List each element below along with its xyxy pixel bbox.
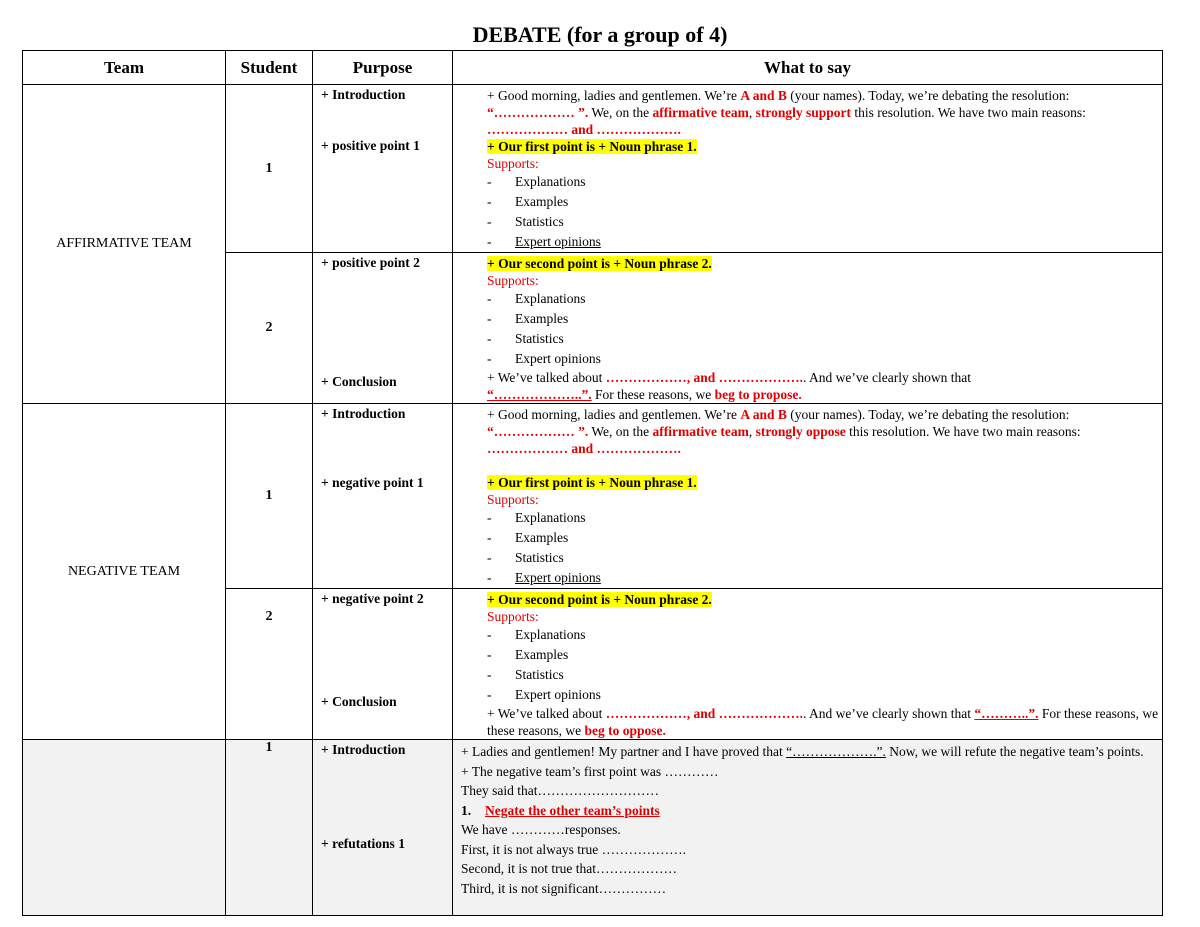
purpose-conclusion: + Conclusion bbox=[321, 694, 397, 709]
supports-list bbox=[487, 172, 1156, 252]
conclusion-line: these reasons, we beg to oppose. bbox=[487, 723, 666, 738]
purpose-cell bbox=[313, 589, 453, 740]
what-to-say-cell bbox=[453, 253, 1163, 404]
supports-list bbox=[487, 625, 1156, 705]
purpose-negative-point-1: + negative point 1 bbox=[321, 475, 424, 490]
team-cell-affirmative: AFFIRMATIVE TEAM bbox=[23, 85, 226, 404]
what-to-say-cell bbox=[453, 85, 1163, 253]
header-purpose: Purpose bbox=[313, 51, 453, 85]
student-cell: 2 bbox=[226, 589, 313, 740]
table-row bbox=[23, 85, 1163, 253]
purpose-introduction: + Introduction bbox=[321, 406, 406, 421]
purpose-positive-point-1: + positive point 1 bbox=[321, 138, 420, 153]
purpose-negative-point-2: + negative point 2 bbox=[321, 591, 424, 606]
header-row bbox=[23, 51, 1163, 85]
team-cell-empty bbox=[23, 740, 226, 916]
intro-paragraph: + Good morning, ladies and gentlemen. We’re A and B (your names). Today, we’re debating the resolution: “……………… ”. We, on the affirmative team, strongly support this resolution. We have two main reasons: ……………… and ………………. bbox=[487, 88, 1086, 137]
header-what-to-say: What to say bbox=[453, 51, 1163, 85]
list-item: - Examples bbox=[487, 647, 569, 662]
purpose-positive-point-2: + positive point 2 bbox=[321, 255, 420, 270]
point-heading: + Our first point is + Noun phrase 1. bbox=[487, 139, 697, 154]
list-item: - Statistics bbox=[487, 550, 564, 565]
list-item: - Statistics bbox=[487, 331, 564, 346]
supports-label: Supports: bbox=[487, 609, 539, 624]
purpose-introduction: + Introduction bbox=[321, 87, 406, 102]
purpose-cell bbox=[313, 253, 453, 404]
list-item: - Expert opinions bbox=[487, 234, 601, 249]
conclusion-line: + We’ve talked about ………………, and ……………….. And we’ve clearly shown that “………..”. For these reasons, we bbox=[487, 706, 1159, 721]
list-item: - Statistics bbox=[487, 214, 564, 229]
conclusion-line: + We’ve talked about ………………, and ……………….. And we’ve clearly shown that bbox=[487, 370, 971, 385]
point-heading: + Our second point is + Noun phrase 2. bbox=[487, 592, 712, 607]
refute-heading: 1. Negate the other team’s points bbox=[461, 802, 660, 818]
student-cell: 1 bbox=[226, 85, 313, 253]
supports-label: Supports: bbox=[487, 156, 539, 171]
team-cell-negative: NEGATIVE TEAM bbox=[23, 404, 226, 740]
header-student: Student bbox=[226, 51, 313, 85]
purpose-cell bbox=[313, 740, 453, 916]
supports-list bbox=[487, 289, 1156, 369]
purpose-conclusion: + Conclusion bbox=[321, 374, 397, 389]
what-to-say-cell bbox=[453, 404, 1163, 589]
list-item: - Expert opinions bbox=[487, 570, 601, 585]
conclusion-line: “………………..”. For these reasons, we beg to propose. bbox=[487, 387, 802, 402]
list-item: - Explanations bbox=[487, 291, 586, 306]
refute-line: Third, it is not significant…………… bbox=[461, 880, 667, 896]
list-item: - Explanations bbox=[487, 627, 586, 642]
refute-line: They said that……………………… bbox=[461, 783, 659, 798]
point-heading: + Our first point is + Noun phrase 1. bbox=[487, 475, 697, 490]
intro-paragraph: + Good morning, ladies and gentlemen. We’re A and B (your names). Today, we’re debating the resolution: “……………… ”. We, on the affirmative team, strongly oppose this resolution. We have two main reasons: ……………… and ………………. bbox=[487, 407, 1081, 456]
header-team: Team bbox=[23, 51, 226, 85]
refute-line: + The negative team’s first point was ………… bbox=[461, 763, 719, 779]
student-cell: 1 bbox=[226, 404, 313, 589]
list-item: - Statistics bbox=[487, 667, 564, 682]
purpose-refutations-1: + refutations 1 bbox=[321, 836, 405, 851]
table-row bbox=[23, 740, 1163, 916]
refute-line: We have …………responses. bbox=[461, 822, 621, 837]
refute-line: + Ladies and gentlemen! My partner and I have proved that “……………….”. Now, we will refute the negative team’s points. bbox=[461, 744, 1144, 759]
purpose-introduction: + Introduction bbox=[321, 742, 406, 757]
supports-label: Supports: bbox=[487, 273, 539, 288]
debate-table bbox=[22, 50, 1163, 916]
list-item: - Examples bbox=[487, 530, 569, 545]
refute-line: First, it is not always true ………………. bbox=[461, 841, 686, 857]
list-item: - Examples bbox=[487, 194, 569, 209]
list-item: - Explanations bbox=[487, 174, 586, 189]
what-to-say-cell bbox=[453, 589, 1163, 740]
student-cell: 1 bbox=[226, 740, 313, 916]
refute-line: Second, it is not true that……………… bbox=[461, 861, 677, 876]
supports-list bbox=[487, 508, 1156, 588]
list-item: - Expert opinions bbox=[487, 351, 601, 366]
list-item: - Explanations bbox=[487, 510, 586, 525]
table-row bbox=[23, 404, 1163, 589]
point-heading: + Our second point is + Noun phrase 2. bbox=[487, 256, 712, 271]
purpose-cell bbox=[313, 404, 453, 589]
list-item: - Examples bbox=[487, 311, 569, 326]
document-title: DEBATE (for a group of 4) bbox=[472, 22, 728, 47]
what-to-say-cell bbox=[453, 740, 1163, 916]
supports-label: Supports: bbox=[487, 492, 539, 507]
student-cell: 2 bbox=[226, 253, 313, 404]
purpose-cell bbox=[313, 85, 453, 253]
list-item: - Expert opinions bbox=[487, 687, 601, 702]
